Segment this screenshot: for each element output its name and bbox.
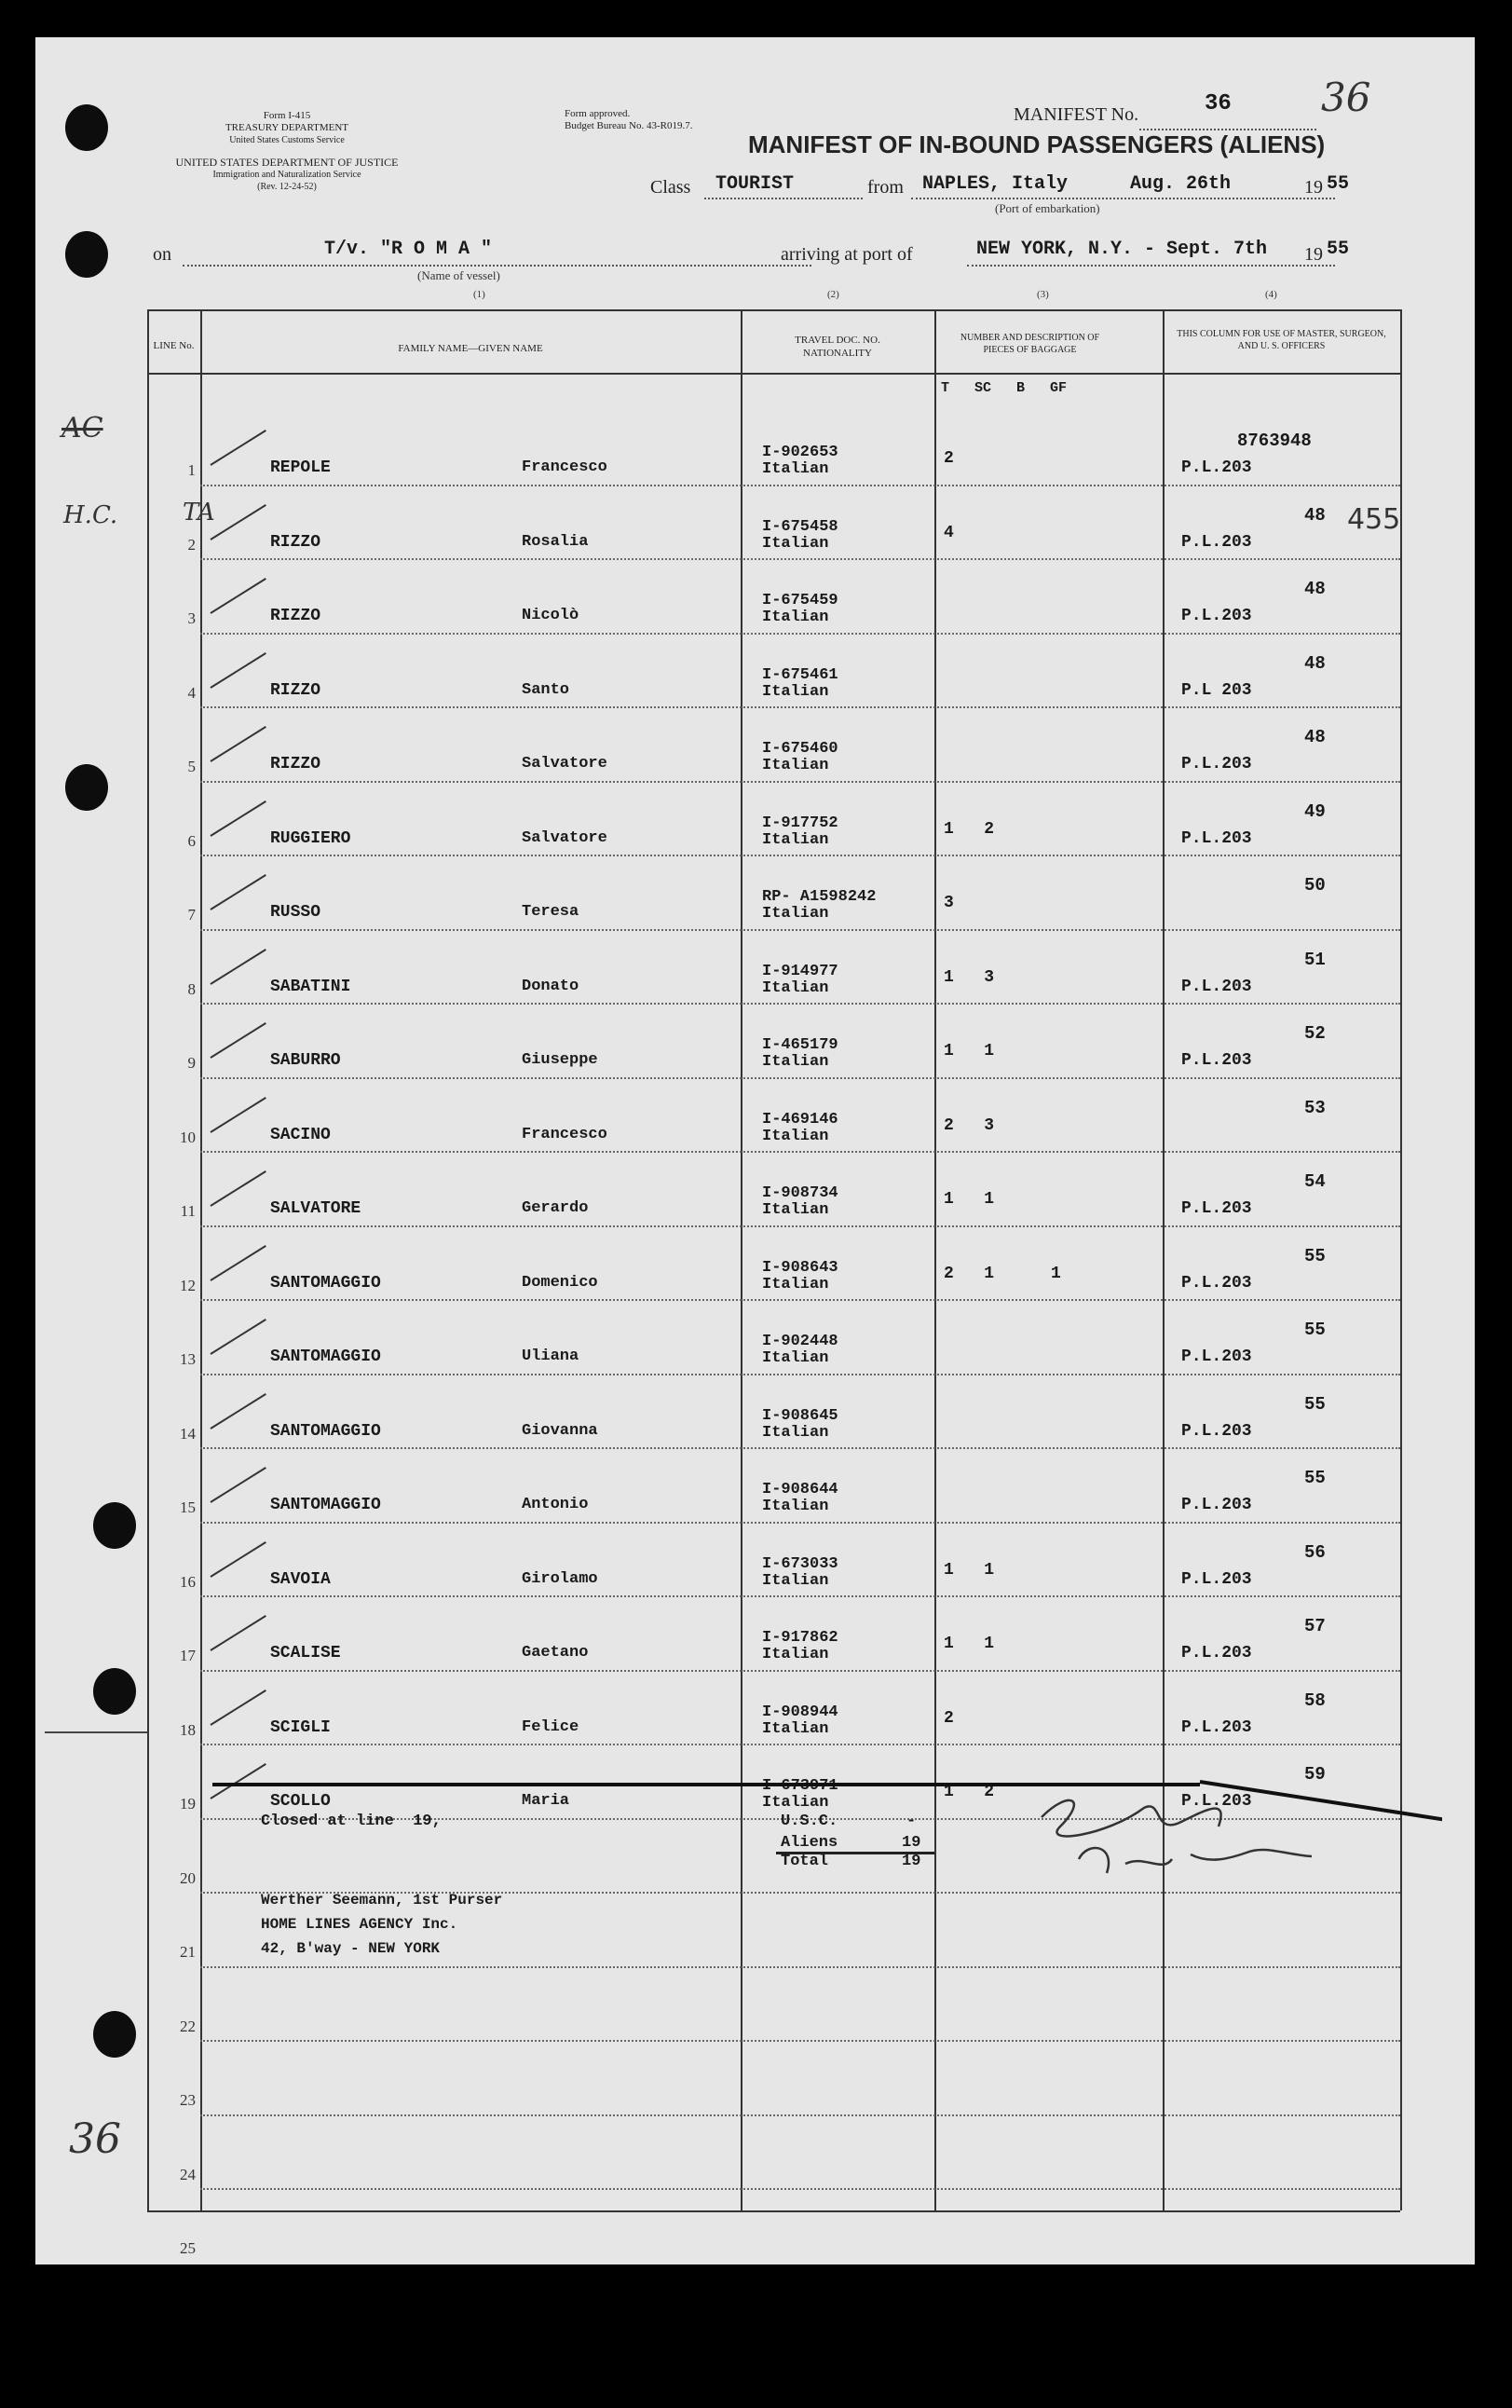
baggage-count-2: 1 [1051,1264,1061,1283]
line-number: 1 [187,461,196,479]
total-value: 19 [902,1853,921,1870]
punch-hole [93,2011,136,2058]
nationality-header: NATIONALITY [803,348,872,359]
nationality: Italian [762,1201,829,1219]
row-divider [200,1522,1400,1524]
officer-code: 57 [1304,1616,1326,1636]
given-name: Antonio [522,1496,589,1513]
public-law: P.L.203 [1181,828,1252,848]
total-label: Total [781,1853,829,1870]
travel-doc-no: I-673033 [762,1554,838,1573]
class-value: TOURIST [715,173,795,195]
family-name: SABURRO [270,1051,341,1070]
travel-doc-no: I-908734 [762,1184,838,1202]
usc-label: U.S.C. [781,1813,838,1830]
baggage-count: 1 1 [944,1635,995,1653]
line-number: 9 [187,1054,196,1072]
travel-doc-no: I-675459 [762,592,838,609]
vessel-name: T/v. "R O M A " [324,239,493,260]
revision: (Rev. 12-24-52) [257,182,317,192]
col-3-marker: (3) [1037,289,1049,300]
public-law: P.L.203 [1181,1792,1252,1811]
line-number: 15 [180,1498,196,1516]
punch-hole [65,231,108,278]
baggage-count: 4 [944,523,954,542]
baggage-count: 3 [944,894,954,912]
officer-code: 48 [1304,727,1326,747]
officer-code: 56 [1304,1541,1326,1563]
given-name: Domenico [522,1273,598,1292]
agency-address: 42, B'way - NEW YORK [261,1940,441,1957]
baggage-count: 2 1 [944,1264,995,1283]
line-number: 18 [180,1720,196,1739]
check-mark [210,1097,266,1133]
row-divider [200,1374,1400,1375]
line-number: 14 [180,1424,196,1443]
manifest-no-value: 36 [1205,91,1232,116]
baggage-count: 1 2 [944,819,995,839]
row-divider [200,1299,1400,1301]
usc-value: - [906,1813,917,1830]
travel-doc-no: I-908643 [762,1258,838,1277]
form-number: Form I-415 [263,110,311,121]
check-mark [210,504,266,540]
purser-name: Werther Seemann, 1st Purser [261,1892,503,1909]
row-divider [200,2040,1400,2042]
officer-code: 55 [1304,1393,1326,1415]
officer-code: 48 [1304,652,1326,674]
family-name: SCOLLO [270,1792,331,1811]
check-mark [210,430,266,466]
given-name: Rosalia [522,532,589,551]
agency-name: HOME LINES AGENCY Inc. [261,1916,458,1933]
public-law: P.L.203 [1181,1644,1252,1662]
line-number: 24 [180,2165,196,2183]
check-mark [210,1245,266,1281]
travel-doc-no: I-914977 [762,962,838,980]
given-name: Gaetano [522,1644,589,1662]
row-divider [200,2188,1400,2190]
row-divider [200,633,1400,635]
line-number: 25 [180,2239,196,2257]
family-name: RIZZO [270,680,321,700]
given-name: Teresa [522,903,579,921]
given-name: Felice [522,1717,579,1736]
line-number: 23 [180,2091,196,2109]
row-divider [200,781,1400,783]
check-mark [210,1022,266,1059]
officers-header: THIS COLUMN FOR USE OF MASTER, SURGEON, AND U. S. OFFICERS [1177,329,1386,351]
given-name: Donato [522,977,579,995]
family-name: SANTOMAGGIO [270,1496,381,1514]
row-divider [200,929,1400,931]
aliens-value: 19 [902,1834,921,1852]
officer-code: 52 [1304,1023,1326,1044]
family-name: SABATINI [270,977,351,996]
form-approved: Form approved. [565,108,631,119]
check-mark [210,1319,266,1355]
nationality: Italian [762,1127,829,1145]
punch-hole [65,104,108,151]
family-name: RIZZO [270,532,321,552]
family-name: SCALISE [270,1644,341,1662]
arriving-label: arriving at port of [781,244,913,265]
family-name: RUSSO [270,903,321,922]
aliens-label: Aliens [781,1834,838,1852]
margin-note-36: 36 [69,2115,121,2163]
row-divider [200,706,1400,708]
officer-code: 8763948 [1237,431,1312,451]
travel-doc-no: I-902448 [762,1333,838,1350]
row-divider [200,1744,1400,1745]
check-mark [210,1615,266,1651]
nationality: Italian [762,757,829,774]
line-number: 16 [180,1572,196,1591]
family-name: SANTOMAGGIO [270,1421,381,1441]
family-name: REPOLE [270,458,331,477]
check-mark [210,1467,266,1503]
line-number: 10 [180,1128,196,1146]
row-divider [200,1595,1400,1597]
officer-code: 55 [1304,1320,1326,1340]
line-number: 7 [187,906,196,924]
margin-note-455: 455 [1347,503,1401,536]
check-mark [210,949,266,985]
check-mark [210,652,266,689]
nationality: Italian [762,1794,829,1812]
row-divider [200,558,1400,560]
col-1-marker: (1) [473,289,485,300]
baggage-count: 1 1 [944,1042,995,1060]
customs-service: United States Customs Service [229,135,345,145]
row-divider [200,1447,1400,1449]
year-value: 55 [1327,173,1350,195]
public-law: P.L.203 [1181,1421,1252,1441]
officer-code: 51 [1304,949,1326,970]
given-name: Salvatore [522,755,607,773]
officer-code: 48 [1304,579,1326,599]
family-name: RIZZO [270,607,321,625]
officer-code: 53 [1304,1097,1326,1118]
punch-hole [65,764,108,811]
margin-note-hc: H.C. [63,501,118,529]
family-name: SANTOMAGGIO [270,1273,381,1293]
page-title: MANIFEST OF IN-BOUND PASSENGERS (ALIENS) [748,130,1326,158]
public-law: P.L.203 [1181,1348,1252,1366]
given-name: Gerardo [522,1199,589,1217]
travel-doc-no: I-673971 [762,1777,838,1795]
line-number: 4 [187,683,196,702]
line-number: 2 [187,535,196,554]
check-mark [210,1763,266,1799]
public-law: P.L.203 [1181,1273,1252,1293]
line-number: 11 [180,1202,196,1220]
travel-doc-no: I-908944 [762,1703,838,1721]
baggage-count: 2 [944,449,954,468]
officer-code: 55 [1304,1468,1326,1488]
public-law: P.L.203 [1181,607,1252,625]
check-mark [210,578,266,614]
family-name: RUGGIERO [270,828,351,848]
ins-service: Immigration and Naturalization Service [212,170,361,180]
check-mark [210,1170,266,1207]
nationality: Italian [762,1571,829,1590]
baggage-header: NUMBER AND DESCRIPTION OF PIECES OF BAGGAGE [960,333,1100,355]
year-prefix: 19 [1304,177,1323,198]
arrival-port-date: NEW YORK, N.Y. - Sept. 7th [976,239,1268,260]
row-divider [200,855,1400,856]
nationality: Italian [762,978,829,997]
nationality: Italian [762,1646,829,1663]
nationality: Italian [762,609,829,626]
baggage-count: 1 1 [944,1560,995,1580]
nationality: Italian [762,1349,829,1367]
baggage-count: 1 1 [944,1190,995,1209]
row-divider [200,1670,1400,1672]
travel-doc-no: I-675458 [762,517,838,536]
travel-doc-no: I-908645 [762,1406,838,1425]
nationality: Italian [762,830,829,849]
travel-doc-no: I-469146 [762,1110,838,1129]
manifest-sheet [35,37,1475,2264]
nationality: Italian [762,534,829,553]
embark-date: Aug. 26th [1130,173,1232,195]
given-name: Giovanna [522,1421,598,1440]
given-name: Girolamo [522,1569,598,1588]
class-label: Class [650,177,691,198]
travel-doc-no: I-908644 [762,1481,838,1498]
line-number: 8 [187,979,196,998]
nationality: Italian [762,1719,829,1738]
check-mark [210,800,266,837]
line-number: 13 [180,1350,196,1368]
given-name: Salvatore [522,828,607,847]
family-name: SCIGLI [270,1717,331,1737]
closed-at-line: Closed at line 19, [261,1813,442,1830]
public-law: P.L.203 [1181,1199,1252,1218]
line-number: 19 [180,1795,196,1813]
row-divider [200,1003,1400,1005]
given-name: Nicolò [522,607,579,624]
check-mark [210,726,266,762]
family-name: SACINO [270,1125,331,1144]
row-divider [200,1151,1400,1153]
line-number: 20 [180,1868,196,1887]
public-law: P.L.203 [1181,1051,1252,1070]
officer-code: 59 [1304,1764,1326,1785]
line-number: 12 [180,1276,196,1294]
officer-code: 54 [1304,1171,1326,1192]
line-number: 6 [187,831,196,850]
line-number: 17 [180,1647,196,1664]
travel-doc-no: I-917862 [762,1629,838,1647]
from-label: from [867,177,904,198]
row-divider [200,1966,1400,1968]
budget-bureau: Budget Bureau No. 43-R019.7. [565,120,693,131]
line-no-header: LINE No. [153,340,195,351]
name-header: FAMILY NAME—GIVEN NAME [398,343,543,354]
travel-doc-no: I-917752 [762,814,838,832]
line-number: 5 [187,758,196,775]
check-mark [210,874,266,910]
row-divider [200,1077,1400,1079]
nationality: Italian [762,1423,829,1442]
col-4-marker: (4) [1265,289,1277,300]
port-embarkation-note: (Port of embarkation) [995,201,1100,215]
margin-note-ta: TA [183,499,215,527]
officer-code: 48 [1304,504,1326,526]
manifest-no-label: MANIFEST No. [1014,104,1139,125]
margin-note-ac: AC [61,412,103,445]
travel-doc-no: RP- A1598242 [762,888,877,906]
given-name: Maria [522,1792,570,1810]
officer-code: 49 [1304,800,1326,822]
nationality: Italian [762,1053,829,1071]
justice-dept: UNITED STATES DEPARTMENT OF JUSTICE [175,156,399,169]
row-divider [200,1225,1400,1227]
nationality: Italian [762,1498,829,1515]
public-law: P.L.203 [1181,1717,1252,1737]
travel-doc-no: I-675460 [762,740,838,758]
public-law: P.L.203 [1181,1569,1252,1589]
travel-doc-no: I-902653 [762,444,838,461]
officer-code: 58 [1304,1690,1326,1711]
given-name: Santo [522,680,570,699]
on-label: on [153,244,171,265]
baggage-count: 2 [944,1708,954,1728]
check-mark [210,1541,266,1578]
given-name: Francesco [522,458,607,476]
check-mark [210,1690,266,1726]
baggage-count: 2 3 [944,1115,995,1135]
given-name: Uliana [522,1348,579,1365]
col-2-marker: (2) [827,289,839,300]
treasury-dept: TREASURY DEPARTMENT [225,122,349,133]
baggage-count: 1 2 [944,1783,995,1801]
nationality: Italian [762,1275,829,1293]
nationality: Italian [762,460,829,478]
given-name: Giuseppe [522,1051,598,1069]
family-name: SALVATORE [270,1199,361,1218]
public-law: P.L.203 [1181,458,1252,477]
public-law: P.L.203 [1181,532,1252,552]
row-divider [200,2114,1400,2116]
manifest-no-handwritten: 36 [1321,75,1371,120]
inspector-signature [1004,1771,1442,1938]
public-law: P.L.203 [1181,1496,1252,1514]
row-divider [200,485,1400,486]
travel-doc-no: I-675461 [762,665,838,684]
travel-doc-header: TRAVEL DOC. NO. [795,335,880,346]
vessel-note: (Name of vessel) [417,268,500,282]
nationality: Italian [762,905,829,923]
punch-hole [93,1502,136,1549]
baggage-codes: T SC B GF [941,380,1068,396]
check-mark [210,1393,266,1430]
arrival-year: 55 [1327,239,1350,260]
given-name: Francesco [522,1125,607,1143]
nationality: Italian [762,682,829,701]
family-name: SAVOIA [270,1569,331,1589]
family-name: SANTOMAGGIO [270,1348,381,1366]
officer-code: 50 [1304,875,1326,896]
line-number: 21 [180,1943,196,1961]
travel-doc-no: I-465179 [762,1036,838,1054]
officer-code: 55 [1304,1245,1326,1266]
from-value: NAPLES, Italy [922,173,1069,195]
punch-hole [93,1668,136,1715]
public-law: P.L.203 [1181,755,1252,773]
baggage-count: 1 3 [944,967,995,987]
public-law: P.L 203 [1181,680,1252,700]
family-name: RIZZO [270,755,321,773]
line-number: 22 [180,2017,196,2035]
arrival-year-prefix: 19 [1304,244,1323,265]
line-number: 3 [187,609,196,627]
public-law: P.L.203 [1181,977,1252,996]
